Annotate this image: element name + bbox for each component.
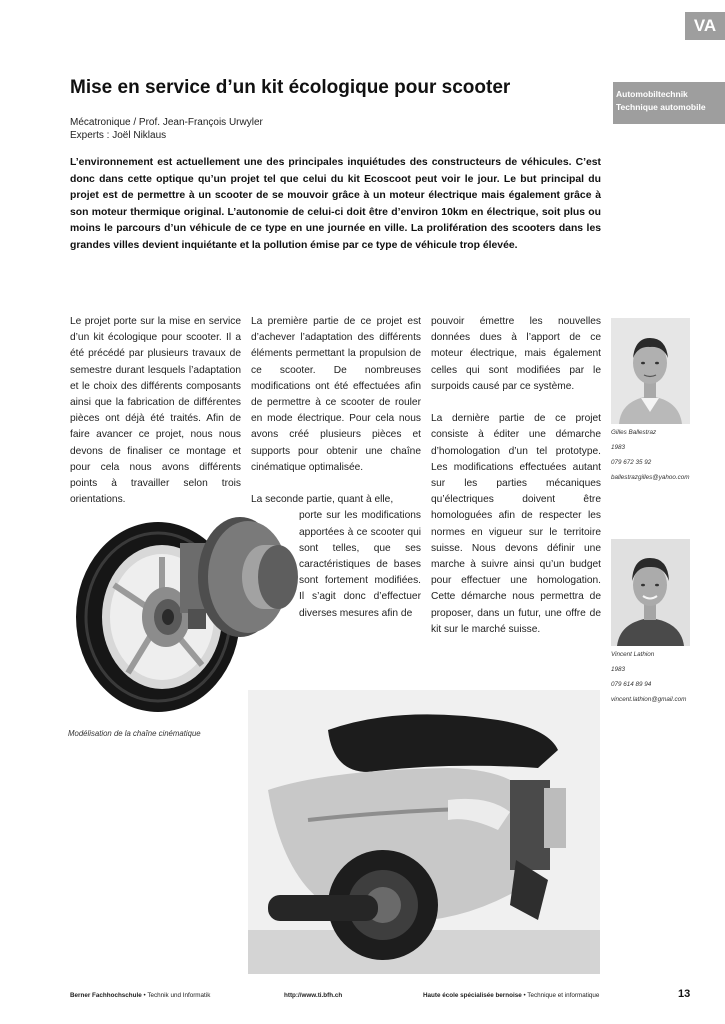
- program-professor: Mécatronique / Prof. Jean-François Urwyler: [70, 117, 263, 128]
- department-label-fr: Technique automobile: [616, 102, 706, 112]
- scooter-illustration: [248, 690, 600, 974]
- footer-institution-fr-dept: • Technique et informatique: [521, 992, 600, 999]
- contact-info: [611, 425, 690, 485]
- footer-institution-de: [70, 992, 210, 999]
- person-year: 1983: [611, 666, 626, 673]
- footer-institution-de-name: Berner Fachhochschule: [70, 992, 142, 999]
- person-email: vincent.lathion@gmail.com: [611, 696, 687, 703]
- article-title: Mise en service d’un kit écologique pour scooter: [70, 77, 511, 98]
- person-email: ballestrazgilles@yahoo.com: [611, 474, 690, 481]
- person-name: Vincent Lathion: [611, 651, 655, 658]
- section-badge: VA: [685, 12, 725, 40]
- body-paragraph-wrapped: porte sur les modifications apportées à ce scooter qui sont telles, que ses caractéristiques de bases sont fortement modifiées. Il s’agit donc d’effectuer diverses mesures afin de: [299, 510, 421, 619]
- article-meta: [70, 117, 263, 142]
- body-paragraph: pouvoir émettre les nouvelles données dues à l’apport de ce moteur électrique, mais également celles qui sont modifiées par le surpoids causé par ce système.: [431, 316, 601, 392]
- body-column-3: [431, 314, 601, 654]
- portrait-illustration: [611, 318, 690, 424]
- experts: Experts : Joël Niklaus: [70, 129, 167, 141]
- contact-info: [611, 647, 686, 707]
- person-phone: 079 672 35 92: [611, 459, 652, 466]
- person-phone: 079 614 89 94: [611, 681, 652, 688]
- kinematic-chain-model: [68, 505, 314, 719]
- figure-caption: Modélisation de la chaîne cinématique: [68, 729, 201, 738]
- portrait-illustration: [611, 539, 690, 646]
- page-number: 13: [678, 988, 691, 1000]
- person-name: Gilles Ballestraz: [611, 429, 657, 436]
- body-paragraph-start: La seconde partie, quant à elle,: [251, 494, 394, 506]
- body-column-1: [70, 314, 241, 525]
- lead-paragraph: L’environnement est actuellement une des principales inquiétudes des constructeurs de véhicules. C’est donc dans cette optique qu’un projet tel que celui du kit Ecoscoot peut voir le jour. Le but principal du projet est de permettre à un scooter de se mouvoir grâce à un moteur électrique mais également grâce à son moteur thermique original. L’autonomie de celui-ci doit être d’environ 10km en électrique, soit plus ou moins le parcours d’un véhicule de ce type en une journée en ville. La prolifération des scooters dans les grandes villes devient inquiétante et la pollution émise par ce type de véhicule trop élevée.: [70, 157, 601, 251]
- department-label: [613, 82, 725, 124]
- body-paragraph: La dernière partie de ce projet consiste à éditer une démarche d’homologation d’un tel prototype. Les modifications effectuées autant sur les parties mécaniques qu’électriques doivent être homologuées afin de respecter les normes en vigueur sur le territoire suisse. Nous devons définir une marche à suivre ainsi qu’un budget pour effectuer une homologation. Cette démarche nous permettra de proposer, dans un futur, une offre de kit sur le marché suisse.: [431, 413, 601, 635]
- footer-institution-de-dept: • Technik und Informatik: [141, 992, 211, 999]
- body-paragraph: La première partie de ce projet est d’achever l’adaptation des différents éléments permettant la propulsion de ce scooter. De nombreuses modifications ont été effectuées afin de permettre à ce scooter de rouler en mode électrique. Pour cela nous avons créé plusieurs pièces et supports pour obtenir une chaîne cinématique optimalisée.: [251, 316, 421, 473]
- wheel-motor-illustration: [68, 505, 314, 719]
- footer-institution-fr-name: Haute école spécialisée bernoise: [423, 992, 522, 999]
- person-year: 1983: [611, 444, 626, 451]
- footer-url: http://www.ti.bfh.ch: [284, 992, 343, 999]
- scooter-photo: [248, 690, 600, 974]
- department-label-de: Automobiltechnik: [616, 89, 688, 99]
- portrait-photo: [611, 539, 690, 646]
- portrait-photo: [611, 318, 690, 424]
- body-paragraph: Le projet porte sur la mise en service d’un kit écologique pour scooter. Il a été précédé par plusieurs travaux de semestre durant lesquels l’adaptation et le choix des différents composants ainsi que la fabrication de différentes pièces ont déjà été traités. Afin de faire avancer ce projet, nous nous devons de finaliser ce montage et pour cela nous avons différents points à travailler selon trois orientations.: [70, 316, 241, 506]
- footer-institution-fr: [423, 992, 599, 999]
